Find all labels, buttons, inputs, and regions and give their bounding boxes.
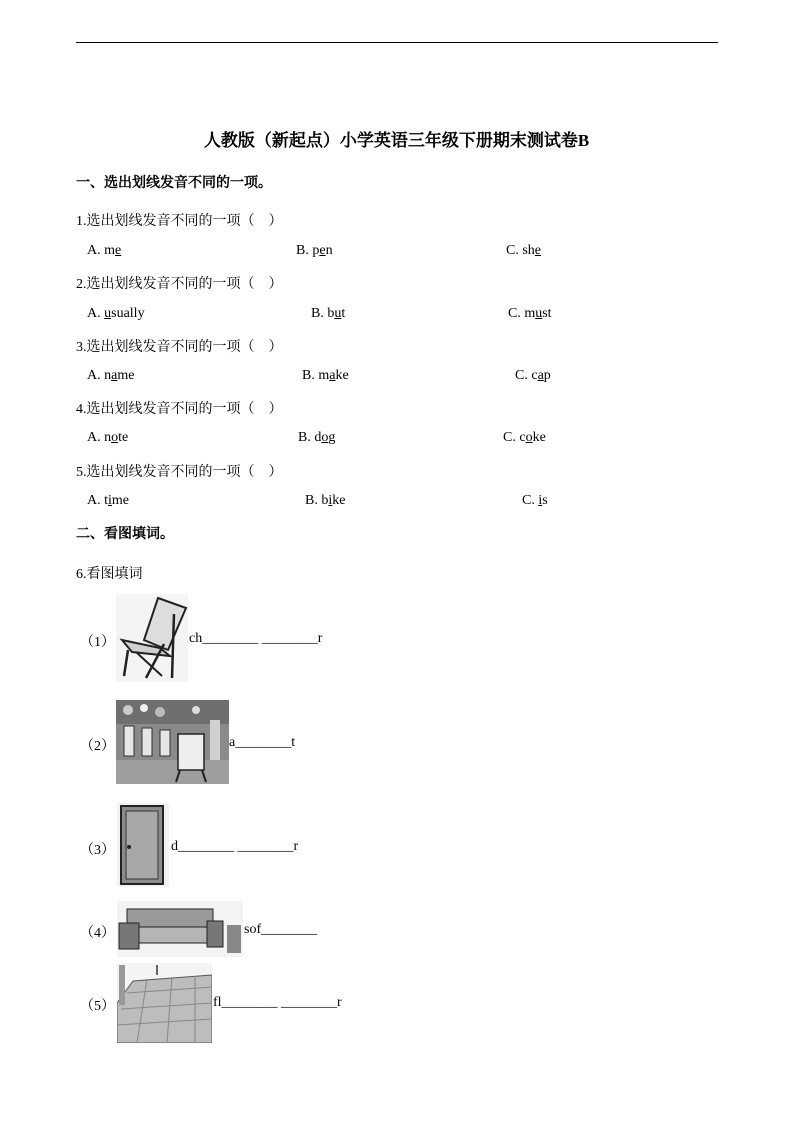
chair-picture (116, 594, 188, 682)
question-4-stem: 4.选出划线发音不同的一项（ ） (76, 402, 283, 417)
q1-option-c: C. she (506, 243, 542, 258)
q3-option-b: B. make (302, 368, 349, 383)
section2-heading: 二、看图填词。 (76, 527, 174, 542)
q2-option-b: B. but (311, 306, 346, 321)
item-1-label: （1） (80, 635, 115, 650)
item-3-label: （3） (80, 843, 115, 858)
q5-option-a: A. time (87, 493, 129, 508)
item-4-label: （4） (80, 926, 115, 941)
page-title: 人教版（新起点）小学英语三年级下册期末测试卷B (203, 131, 590, 150)
q4-option-b: B. dog (298, 430, 336, 445)
section1-heading: 一、选出划线发音不同的一项。 (76, 176, 272, 191)
q2-option-a: A. usually (87, 306, 145, 321)
sofa-picture (117, 901, 243, 957)
question-5-stem: 5.选出划线发音不同的一项（ ） (76, 465, 283, 480)
q4-option-c: C. coke (503, 430, 546, 445)
item-5-fill: fl________ ________r (213, 995, 342, 1010)
item-2-label: （2） (80, 739, 115, 754)
door-picture (117, 803, 169, 887)
question-6-stem: 6.看图填词 (76, 567, 143, 582)
item-3-fill: d________ ________r (171, 839, 299, 854)
item-2-fill: a________t (229, 735, 296, 750)
floor-picture (117, 963, 212, 1043)
item-5-label: （5） (80, 999, 115, 1014)
q1-option-b: B. pen (296, 243, 333, 258)
art-room-picture (116, 700, 229, 784)
q2-option-c: C. must (508, 306, 552, 321)
question-3-stem: 3.选出划线发音不同的一项（ ） (76, 340, 283, 355)
question-1-stem: 1.选出划线发音不同的一项（ ） (76, 214, 283, 229)
q1-option-a: A. me (87, 243, 122, 258)
q5-option-b: B. bike (305, 493, 346, 508)
q3-option-c: C. cap (515, 368, 551, 383)
q3-option-a: A. name (87, 368, 135, 383)
item-4-fill: sof________ (244, 922, 318, 937)
item-1-fill: ch________ ________r (189, 631, 323, 646)
header-rule (76, 42, 718, 43)
question-2-stem: 2.选出划线发音不同的一项（ ） (76, 277, 283, 292)
q5-option-c: C. is (522, 493, 548, 508)
q4-option-a: A. note (87, 430, 129, 445)
